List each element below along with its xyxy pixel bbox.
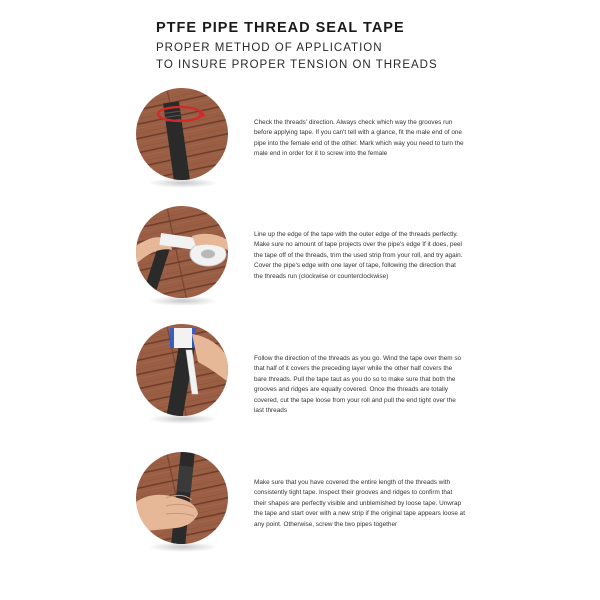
step-4-text: Make sure that you have covered the entire length of the threads with consistently tight tape. Inspect their grooves and ridges to confirm that their shapes are perfectly visible and unblemished by loose tape. Unwrap the tape and start over with a new strip if the original tape appears loose at any point. Otherwise, screw the two pipes together bbox=[254, 479, 466, 528]
page-header bbox=[156, 20, 438, 76]
step-1-shadow bbox=[148, 178, 218, 188]
step-1-text: Check the threads' direction. Always check which way the grooves run before applying tape. If you can't tell with a glance, fit the male end of one pipe into the female end of the other. Mark which way you need to turn the male end in order for it to screw into the female bbox=[254, 119, 464, 158]
step-2-shadow bbox=[148, 296, 218, 306]
step-3-shadow bbox=[148, 414, 218, 424]
page-title: PTFE PIPE THREAD SEAL TAPE bbox=[156, 20, 405, 36]
step-3-text: Follow the direction of the threads as you go. Wind the tape over them so that half of it covers the preceding layer while the other half covers the bare threads. Pull the tape taut as you do so to make sure that both the grooves and ridges are equally covered. Once the threads are totally covered, cut the tape loose from your roll and pull the end tight over the last threads bbox=[254, 355, 462, 415]
step-2-text: Line up the edge of the tape with the outer edge of the threads perfectly. Make sure no amount of tape projects over the pipe's edge If it does, peel the tape off of the threads, trim the used strip from your roll, and try again. Cover the pipe's edge with one layer of tape, following the direction that the threads run (clockwise or counterclockwise) bbox=[254, 231, 463, 280]
step-3 bbox=[0, 324, 600, 434]
step-1 bbox=[0, 88, 600, 198]
step-3-illustration-icon bbox=[136, 324, 228, 416]
step-1-illustration-icon bbox=[136, 88, 228, 180]
page-subtitle-line-1: PROPER METHOD OF APPLICATION bbox=[156, 42, 383, 54]
step-4 bbox=[0, 452, 600, 562]
step-2 bbox=[0, 206, 600, 316]
page-subtitle-line-2: TO INSURE PROPER TENSION ON THREADS bbox=[156, 59, 438, 71]
step-4-illustration-icon bbox=[136, 452, 228, 544]
step-2-illustration-icon bbox=[136, 206, 228, 298]
step-4-shadow bbox=[148, 542, 218, 552]
